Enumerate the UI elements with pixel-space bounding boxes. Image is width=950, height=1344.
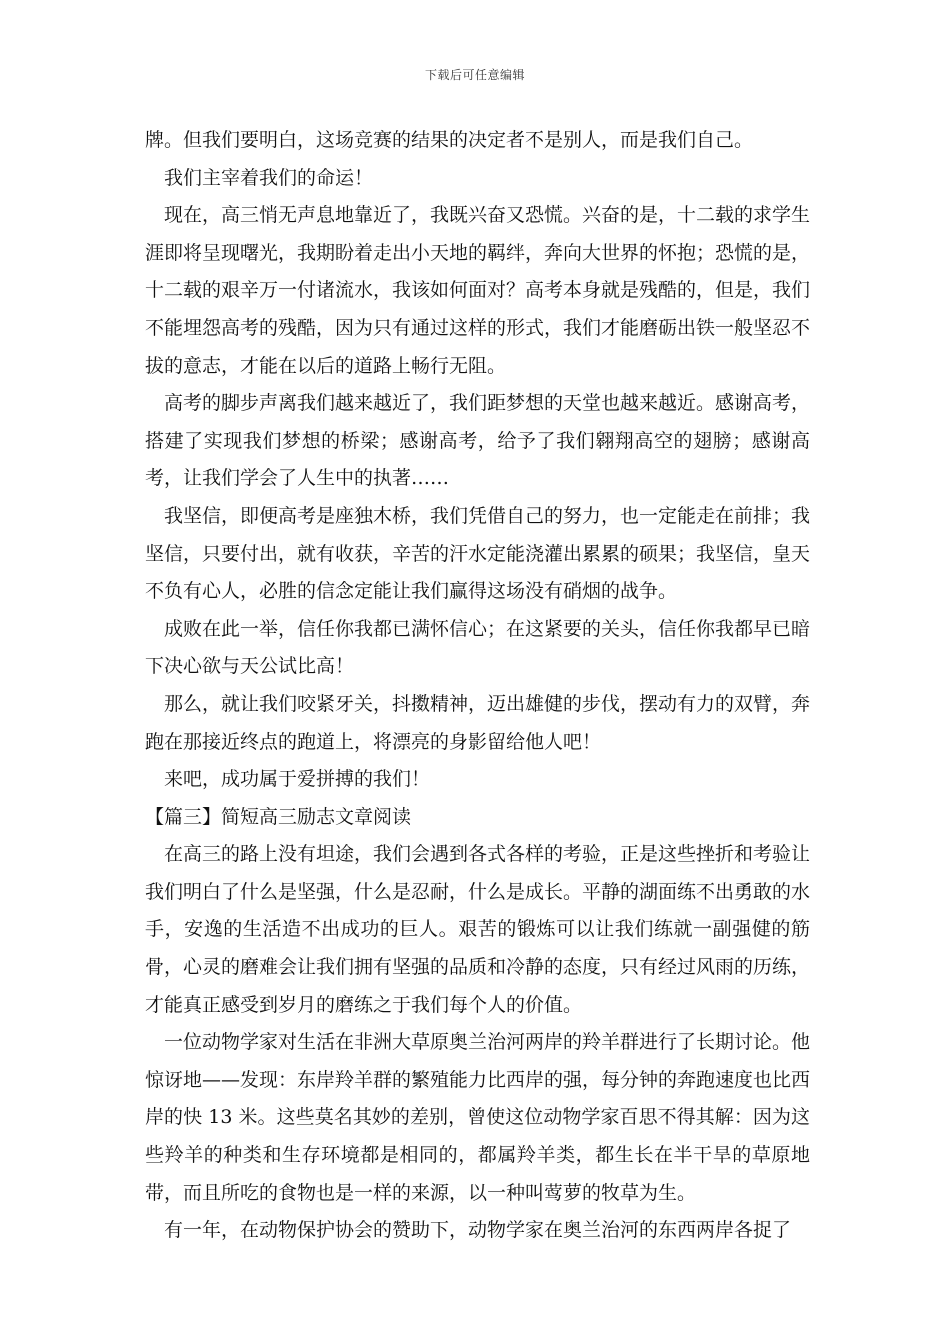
article-body (145, 122, 810, 1250)
section-heading: 【篇三】简短高三励志文章阅读 (145, 805, 412, 828)
paragraph: 一位动物学家对生活在非洲大草原奥兰治河两岸的羚羊群进行了长期讨论。他惊讶地——发现：东岸羚羊群的繁殖能力比西岸的强，每分钟的奔跑速度也比西岸的快 13 米。这些莫名其妙的差别，曾使这位动物学家百思不得其解：因为这些羚羊的种类和生存环境都是相同的，都属羚羊类，都生长在半干旱的草原地带，而且所吃的食物也是一样的来源，以一种叫莺萝的牧草为生。 (145, 1031, 811, 1204)
page-header: 下载后可任意编辑 (424, 68, 525, 82)
paragraph: 来吧，成功属于爱拼搏的我们！ (164, 768, 431, 791)
paragraph: 有一年，在动物保护协会的赞助下，动物学家在奥兰治河的东西两岸各捉了 (164, 1219, 792, 1242)
paragraph: 现在，高三悄无声息地靠近了，我既兴奋又恐慌。兴奋的是，十二载的求学生涯即将呈现曙光，我期盼着走出小天地的羁绊，奔向大世界的怀抱；恐慌的是，十二载的艰辛万一付诸流水，我该如何面对？高考本身就是残酷的，但是，我们不能埋怨高考的残酷，因为只有通过这样的形式，我们才能磨砺出铁一般坚忍不拔的意志，才能在以后的道路上畅行无阻。 (145, 204, 811, 377)
paragraph: 我们主宰着我们的命运！ (164, 166, 374, 189)
paragraph: 在高三的路上没有坦途，我们会遇到各式各样的考验，正是这些挫折和考验让我们明白了什么是坚强，什么是忍耐，什么是成长。平静的湖面练不出勇敢的水手，安逸的生活造不出成功的巨人。艰苦的锻炼可以让我们练就一副强健的筋骨，心灵的磨难会让我们拥有坚强的品质和冷静的态度，只有经过风雨的历练，才能真正感受到岁月的磨练之于我们每个人的价值。 (145, 843, 811, 1016)
paragraph: 我坚信，即便高考是座独木桥，我们凭借自己的努力，也一定能走在前排；我坚信，只要付出，就有收获，辛苦的汗水定能浇灌出累累的硕果；我坚信，皇天不负有心人，必胜的信念定能让我们赢得这场没有硝烟的战争。 (145, 504, 811, 603)
paragraph-continuation: 牌。但我们要明白，这场竞赛的结果的决定者不是别人，而是我们自己。 (145, 129, 754, 151)
paragraph: 那么，就让我们咬紧牙关，抖擞精神，迈出雄健的步伐，摆动有力的双臂，奔跑在那接近终点的跑道上，将漂亮的身影留给他人吧！ (145, 692, 811, 753)
paragraph: 高考的脚步声离我们越来越近了，我们距梦想的天堂也越来越近。感谢高考，搭建了实现我们梦想的桥梁；感谢高考，给予了我们翱翔高空的翅膀；感谢高考，让我们学会了人生中的执著…… (145, 392, 811, 490)
paragraph: 成败在此一举，信任你我都已满怀信心；在这紧要的关头，信任你我都早已暗下决心欲与天公试比高！ (145, 617, 811, 678)
